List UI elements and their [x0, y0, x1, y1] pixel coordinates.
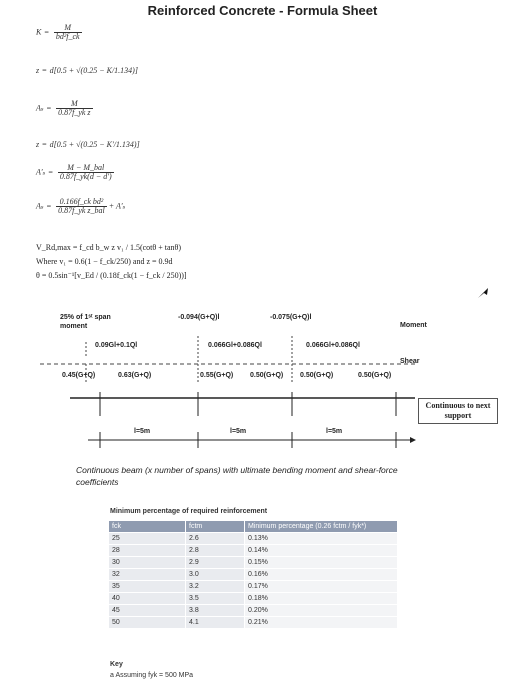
moment-sagging-3: 0.066Gl+0.086Ql	[306, 342, 360, 349]
formula-z-lhs: z	[36, 66, 40, 75]
table-cell-fck: 45	[109, 605, 186, 617]
formula-as2-fraction	[58, 164, 114, 182]
formula-as2-denominator: 0.87f_yk(d − d′)	[59, 172, 112, 182]
table-cell-fctm: 3.8	[186, 605, 245, 617]
table-row	[109, 533, 398, 545]
table-cell-fck: 50	[109, 617, 186, 629]
min-reinforcement-table-title: Minimum percentage of required reinforcement	[110, 508, 268, 515]
moment-hogging-1: -0.094(G+Q)l	[178, 314, 220, 321]
formula-k: K = $\frac{M}{\text{bd²f\_ck}}$	[36, 23, 80, 42]
shear-coef-2: 0.63(G+Q)	[118, 372, 152, 379]
formula-k-denominator: bd²f_ck	[55, 32, 80, 42]
cursor-arrow-icon	[476, 286, 490, 300]
formula-as1-numerator: M	[56, 100, 92, 109]
table-cell-min: 0.18%	[245, 593, 398, 605]
shear-line-3: θ = 0.5sin⁻¹[v_Ed / (0.18f_ck(1 − f_ck / 250))]	[36, 271, 187, 280]
span-length-2: l=5m	[230, 428, 247, 435]
table-header-row	[109, 521, 398, 533]
table-cell-min: 0.16%	[245, 569, 398, 581]
formula-as3-numerator: 0.166f_ck bd²	[56, 198, 107, 207]
formula-z2-body: d[0.5 + √(0.25 − K′/1.134)]	[49, 140, 140, 149]
span-length-3: l=5m	[326, 428, 343, 435]
span-length-1: l=5m	[134, 428, 151, 435]
table-cell-fck: 30	[109, 557, 186, 569]
moment-label: Moment	[400, 322, 427, 329]
table-cell-fctm: 2.6	[186, 533, 245, 545]
table-header-fctm: fctm	[186, 521, 245, 533]
moment-sagging-2: 0.066Gl+0.086Ql	[208, 342, 262, 349]
formula-as1-denominator: 0.87f_yk z	[58, 108, 91, 118]
table-cell-min: 0.13%	[245, 533, 398, 545]
table-cell-fck: 40	[109, 593, 186, 605]
table-row	[109, 545, 398, 557]
shear-coef-4: 0.50(G+Q)	[250, 372, 284, 379]
table-cell-fctm: 2.9	[186, 557, 245, 569]
formula-as2-numerator: M − M_bal	[58, 164, 114, 173]
min-reinforcement-table	[108, 520, 398, 629]
moment-row-span-label: 25% of 1ˢᵗ span	[60, 314, 111, 321]
table-cell-fctm: 2.8	[186, 545, 245, 557]
shear-label: Shear	[400, 358, 420, 365]
shear-coef-6: 0.50(G+Q)	[358, 372, 392, 379]
table-row	[109, 557, 398, 569]
table-cell-fctm: 3.5	[186, 593, 245, 605]
table-row	[109, 593, 398, 605]
beam-caption: Continuous beam (x number of spans) with ultimate bending moment and shear-force coefficients	[76, 465, 398, 487]
moment-sagging-1: 0.09Gl+0.1Ql	[95, 342, 138, 349]
table-row	[109, 581, 398, 593]
formula-k-fraction	[54, 24, 82, 42]
shear-line-2: Where v₁ = 0.6(1 − f_ck/250) and z = 0.9d	[36, 257, 173, 266]
table-row	[109, 605, 398, 617]
formula-as3-tail: + A′ₛ	[108, 201, 126, 211]
formula-as3-denominator: 0.87f_yk z_bal	[58, 206, 105, 216]
formula-k-lhs: K	[36, 27, 42, 37]
key-note: a Assuming fyk = 500 MPa	[110, 672, 194, 679]
page-title: Reinforced Concrete - Formula Sheet	[147, 3, 378, 18]
table-row	[109, 569, 398, 581]
table-cell-fctm: 4.1	[186, 617, 245, 629]
table-cell-fck: 32	[109, 569, 186, 581]
table-cell-min: 0.21%	[245, 617, 398, 629]
table-cell-fctm: 3.2	[186, 581, 245, 593]
formula-as3-lhs: Aₛ	[36, 201, 44, 211]
formula-k-numerator: M	[54, 24, 82, 33]
beam-diagram	[30, 300, 510, 460]
table-cell-fck: 28	[109, 545, 186, 557]
table-cell-min: 0.20%	[245, 605, 398, 617]
moment-row-span-label-cont: moment	[60, 323, 88, 330]
table-header-min-percentage: Minimum percentage (0.26 fctm / fyk*)	[245, 521, 398, 533]
shear-coef-1: 0.45(G+Q)	[62, 372, 96, 379]
formula-as1-lhs: Aₛ	[36, 103, 44, 113]
formula-z-body: d[0.5 + √(0.25 − K/1.134)]	[49, 66, 138, 75]
table-cell-min: 0.15%	[245, 557, 398, 569]
formula-as1: Aₛ = $\frac{M}{\text{0.87f\_yk z}}$	[36, 99, 91, 118]
formula-as3: Aₛ = $\frac{\text{0.166f\_ck bd²}}{\text{0.87f\_yk z\_bal}}$ + A′ₛ	[36, 197, 126, 216]
formula-as2-lhs: A′ₛ	[36, 167, 46, 177]
formula-as1-fraction	[56, 100, 92, 118]
table-cell-min: 0.14%	[245, 545, 398, 557]
key-label: Key	[110, 661, 123, 668]
table-header-fck: fck	[109, 521, 186, 533]
support-note-box: Continuous to next support	[418, 398, 498, 424]
formula-z: z = d[0.5 + √(0.25 − K/1.134)]	[36, 66, 138, 75]
dim-arrow-head	[410, 437, 416, 443]
table-row	[109, 617, 398, 629]
table-cell-fctm: 3.0	[186, 569, 245, 581]
formula-z2-lhs: z	[36, 140, 40, 149]
formula-as2: A′ₛ = $\frac{\text{M − M\_bal}}{0.87f\_yk(d - d')}$	[36, 163, 112, 182]
formula-as3-fraction	[56, 198, 107, 216]
table-cell-min: 0.17%	[245, 581, 398, 593]
shear-line-1: V_Rd,max = f_cd b_w z v₁ / 1.5(cotθ + tanθ)	[36, 243, 182, 252]
shear-coef-5: 0.50(G+Q)	[300, 372, 334, 379]
formula-z-prime: z = d[0.5 + √(0.25 − K′/1.134)]	[36, 140, 140, 149]
table-cell-fck: 25	[109, 533, 186, 545]
table-cell-fck: 35	[109, 581, 186, 593]
moment-hogging-2: -0.075(G+Q)l	[270, 314, 312, 321]
shear-coef-3: 0.55(G+Q)	[200, 372, 234, 379]
